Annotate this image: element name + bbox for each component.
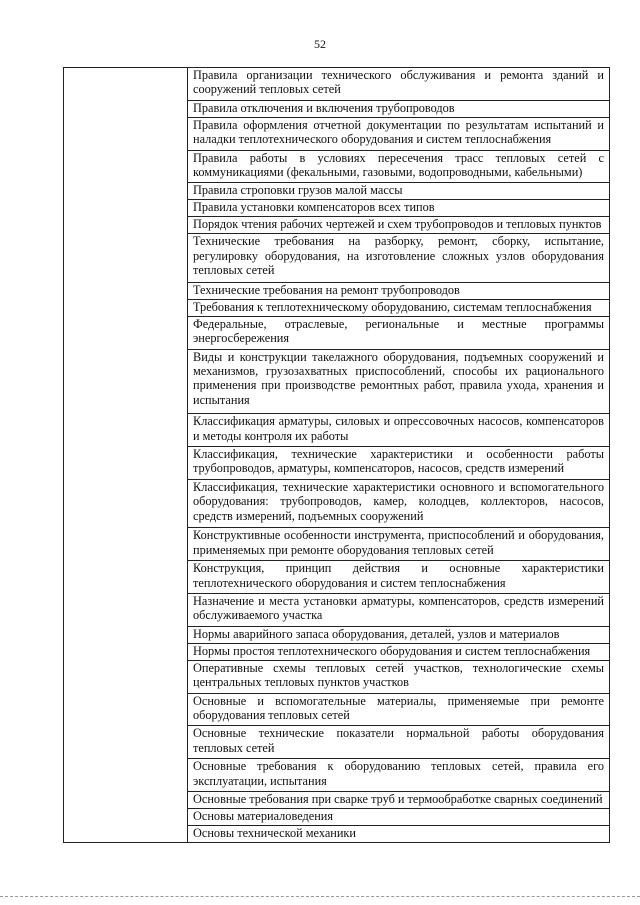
table-cell: Нормы аварийного запаса оборудования, деталей, узлов и материалов xyxy=(188,626,610,643)
requirements-table xyxy=(63,67,610,843)
table-cell: Правила строповки грузов малой массы xyxy=(188,183,610,200)
table-cell: Правила отключения и включения трубопроводов xyxy=(188,100,610,117)
table-cell: Конструкция, принцип действия и основные характеристики теплотехнического оборудования и систем теплоснабжения xyxy=(188,561,610,594)
table-cell: Основные требования при сварке труб и термообработке сварных соединений xyxy=(188,792,610,809)
table-cell: Правила работы в условиях пересечения трасс тепловых сетей с коммуникациями (фекальными, газовыми, водопроводными, кабельными) xyxy=(188,150,610,183)
table-cell: Классификация, технические характеристики основного и вспомогательного оборудования: трубопроводов, камер, колодцев, коллекторов, насосов, средств измерений, подъемных сооружений xyxy=(188,479,610,528)
table-cell: Правила оформления отчетной документации по результатам испытаний и наладки теплотехнического оборудования и систем теплоснабжения xyxy=(188,117,610,150)
table-cell: Назначение и места установки арматуры, компенсаторов, средств измерений обслуживаемого участка xyxy=(188,594,610,627)
table-cell: Основные требования к оборудованию тепловых сетей, правила его эксплуатации, испытания xyxy=(188,759,610,792)
table-cell: Конструктивные особенности инструмента, приспособлений и оборудования, применяемых при ремонте оборудования тепловых сетей xyxy=(188,528,610,561)
table-cell: Основные и вспомогательные материалы, применяемые при ремонте оборудования тепловых сетей xyxy=(188,693,610,726)
table-cell: Основы материаловедения xyxy=(188,808,610,825)
table-cell: Правила установки компенсаторов всех типов xyxy=(188,200,610,217)
table-cell: Технические требования на разборку, ремонт, сборку, испытание, регулировку оборудования, на изготовление сложных узлов оборудования тепловых сетей xyxy=(188,234,610,283)
table-cell: Правила организации технического обслуживания и ремонта зданий и сооружений тепловых сетей xyxy=(188,68,610,101)
table-cell: Классификация арматуры, силовых и опрессовочных насосов, компенсаторов и методы контроля их работы xyxy=(188,414,610,447)
table-cell: Федеральные, отраслевые, региональные и местные программы энергосбережения xyxy=(188,316,610,349)
page-number: 52 xyxy=(314,37,326,51)
table-cell: Основы технической механики xyxy=(188,825,610,842)
table-cell: Основные технические показатели нормальной работы оборудования тепловых сетей xyxy=(188,726,610,759)
table-cell: Нормы простоя теплотехнического оборудования и систем теплоснабжения xyxy=(188,643,610,660)
table-cell: Порядок чтения рабочих чертежей и схем трубопроводов и тепловых пунктов xyxy=(188,217,610,234)
page-bottom-rule xyxy=(0,896,640,897)
table-cell: Виды и конструкции такелажного оборудования, подъемных сооружений и механизмов, грузозахватных приспособлений, способы их рационального применения при производстве ремонтных работ, правила ухода, хранения и испытания xyxy=(188,349,610,414)
table-cell: Оперативные схемы тепловых сетей участков, технологические схемы центральных тепловых пунктов участков xyxy=(188,660,610,693)
table-cell: Технические требования на ремонт трубопроводов xyxy=(188,282,610,299)
table-row xyxy=(64,68,610,101)
table-cell: Классификация, технические характеристики и особенности работы трубопроводов, арматуры, компенсаторов, насосов, средств измерений xyxy=(188,446,610,479)
empty-left-column-cell xyxy=(64,68,188,843)
table-cell: Требования к теплотехническому оборудованию, системам теплоснабжения xyxy=(188,299,610,316)
